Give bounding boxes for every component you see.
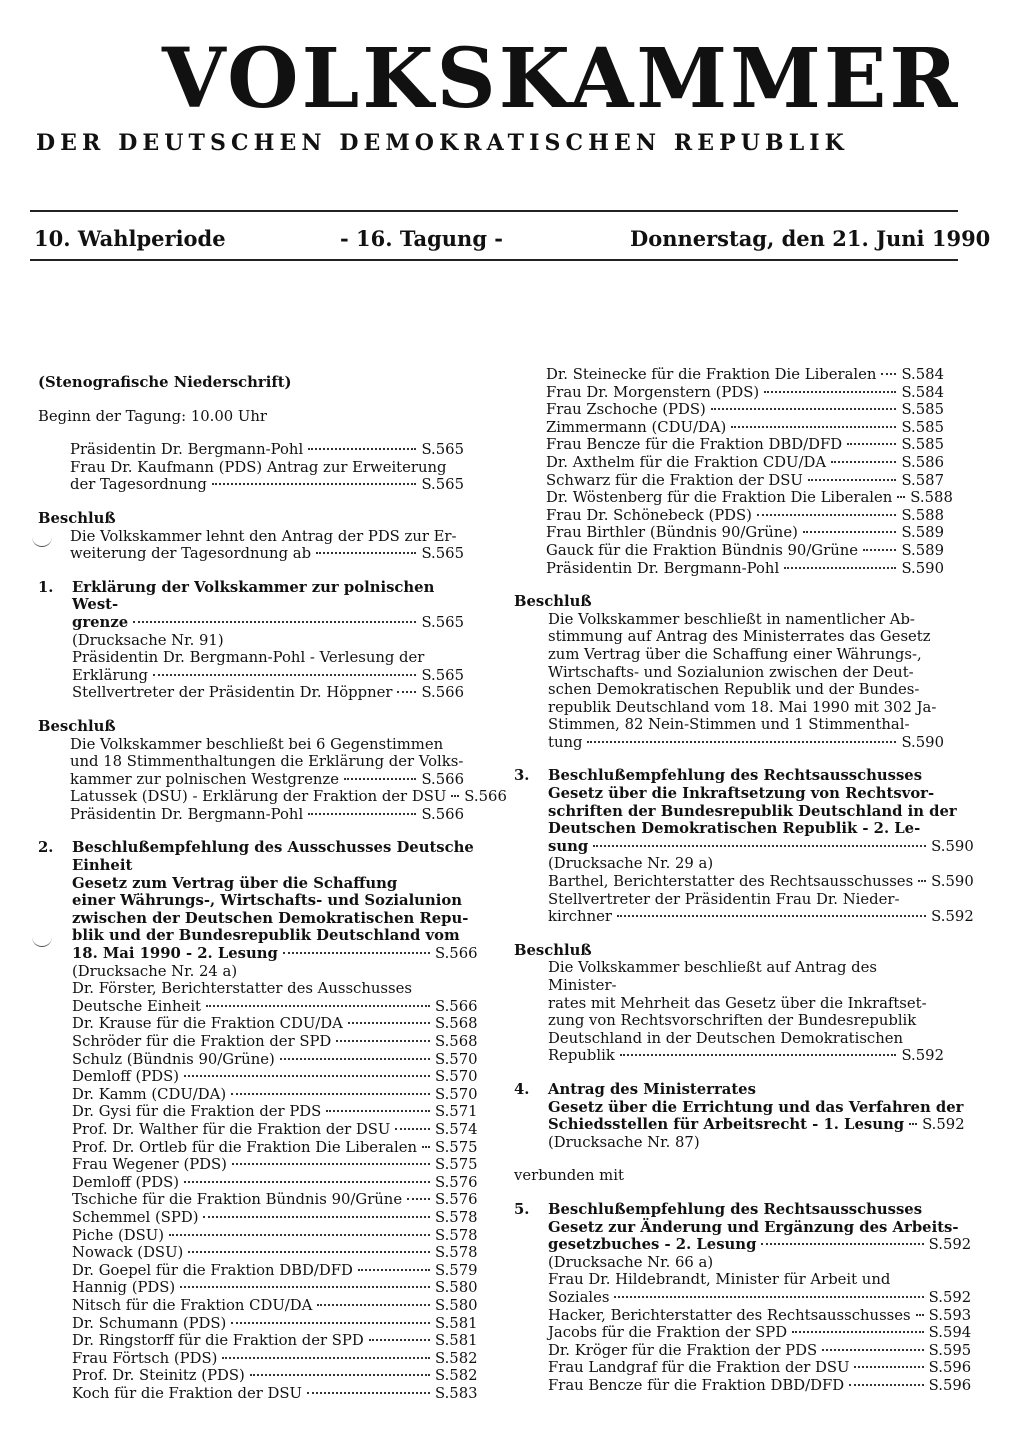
toc-entry: sung S.590 — [548, 837, 974, 855]
session-number: - 16. Tagung - — [340, 226, 504, 251]
resolution-text: zum Vertrag über die Schaffung einer Währungs-, — [548, 645, 922, 663]
toc-entry: Frau Dr. Schönebeck (PDS) S.588 — [546, 506, 944, 524]
printed-matter: (Drucksache Nr. 66 a) — [548, 1253, 714, 1271]
printed-matter: (Drucksache Nr. 29 a) — [548, 855, 714, 873]
toc-entry: weiterung der Tagesordnung ab S.565 — [70, 545, 464, 563]
toc-entry: Schemmel (SPD) S.578 — [72, 1208, 478, 1226]
agenda-item-title: Deutschen Demokratischen Republik - 2. Le- — [548, 820, 921, 838]
toc-entry: Republik S.592 — [548, 1047, 944, 1065]
toc-entry-text: Frau Dr. Hildebrandt, Minister für Arbeit und — [548, 1271, 891, 1289]
toc-entry: Frau Dr. Morgenstern (PDS) S.584 — [546, 383, 944, 401]
resolution-text: Stimmen, 82 Nein-Stimmen und 1 Stimmenthal- — [548, 716, 910, 734]
toc-entry: Dr. Kröger für die Fraktion der PDS S.595 — [548, 1341, 972, 1359]
toc-entry: Nowack (DSU) S.578 — [72, 1244, 478, 1262]
agenda-item-number: 3. — [514, 767, 530, 785]
toc-entry: 18. Mai 1990 - 2. Lesung S.566 — [72, 945, 478, 963]
toc-entry: Prof. Dr. Steinitz (PDS) S.582 — [72, 1367, 478, 1385]
toc-entry: Prof. Dr. Walther für die Fraktion der DSU S.574 — [72, 1120, 478, 1138]
session-start: Beginn der Tagung: 10.00 Uhr — [38, 407, 267, 425]
toc-entry: Dr. Gysi für die Fraktion der PDS S.571 — [72, 1103, 478, 1121]
toc-entry-text: Frau Dr. Kaufmann (PDS) Antrag zur Erweiterung — [70, 458, 447, 476]
toc-entry: Frau Bencze für die Fraktion DBD/DFD S.585 — [546, 436, 944, 454]
agenda-item-title: Beschlußempfehlung des Ausschusses Deutsche — [72, 839, 474, 857]
toc-left-column — [38, 360, 507, 1402]
toc-entry: Deutsche Einheit S.566 — [72, 997, 478, 1015]
agenda-item-title: Gesetz über die Inkraftsetzung von Rechtsvor- — [548, 785, 935, 803]
agenda-item-1 — [38, 579, 464, 702]
printed-matter: (Drucksache Nr. 87) — [548, 1133, 700, 1151]
toc-entry: Frau Förtsch (PDS) S.582 — [72, 1349, 478, 1367]
agenda-item-number: 5. — [514, 1200, 530, 1218]
toc-entry-text: Stellvertreter der Präsidentin Frau Dr. Nieder- — [548, 890, 900, 908]
toc-entry: Schiedsstellen für Arbeitsrecht - 1. Lesung S.592 — [548, 1116, 965, 1134]
agenda-item-title: Beschlußempfehlung des Rechtsausschusses — [548, 767, 923, 785]
agenda-item-2 — [38, 839, 478, 1402]
toc-entry: Frau Landgraf für die Fraktion der DSU S.596 — [548, 1359, 972, 1377]
toc-entry: Schulz (Bündnis 90/Grüne) S.570 — [72, 1050, 478, 1068]
toc-entry: Frau Birthler (Bündnis 90/Grüne) S.589 — [546, 524, 944, 542]
toc-entry: Präsidentin Dr. Bergmann-Pohl S.566 — [70, 805, 464, 823]
toc-entry: Barthel, Berichterstatter des Rechtsausschusses S.590 — [548, 873, 974, 891]
agenda-item-4 — [514, 1080, 965, 1151]
agenda-item-number: 2. — [38, 839, 54, 857]
toc-entry: Dr. Axthelm für die Fraktion CDU/DA S.586 — [546, 453, 944, 471]
toc-entry: Nitsch für die Fraktion CDU/DA S.580 — [72, 1296, 478, 1314]
toc-entry: grenze S.565 — [72, 613, 464, 631]
resolution-text: Wirtschafts- und Sozialunion zwischen der Deut- — [548, 663, 914, 681]
agenda-item-title: Gesetz über die Errichtung und das Verfahren der — [548, 1098, 964, 1116]
toc-entry: Demloff (PDS) S.576 — [72, 1173, 478, 1191]
speaker-list — [72, 1015, 478, 1402]
agenda-item-title: einer Währungs-, Wirtschafts- und Sozialunion — [72, 892, 462, 910]
resolution-heading: Beschluß — [514, 593, 592, 611]
toc-entry: Piche (DSU) S.578 — [72, 1226, 478, 1244]
session-date: Donnerstag, den 21. Juni 1990 — [630, 226, 991, 251]
resolution-text: Die Volkskammer beschließt bei 6 Gegenstimmen — [70, 735, 444, 753]
header-rule-bottom — [30, 259, 958, 261]
toc-entry: Dr. Schumann (PDS) S.581 — [72, 1314, 478, 1332]
agenda-item-number: 1. — [38, 578, 54, 596]
toc-entry: Soziales S.592 — [548, 1288, 972, 1306]
agenda-item-title: schriften der Bundesrepublik Deutschland in der — [548, 802, 957, 820]
publication-title: VOLKSKAMMER — [162, 31, 961, 127]
toc-entry: Dr. Goepel für die Fraktion DBD/DFD S.579 — [72, 1261, 478, 1279]
toc-entry-text: Dr. Förster, Berichterstatter des Ausschusses — [72, 980, 412, 998]
resolution-text: und 18 Stimmenthaltungen die Erklärung der Volks- — [70, 753, 464, 771]
toc-entry: Latussek (DSU) - Erklärung der Fraktion der DSU S.566 — [70, 788, 507, 806]
resolution-text: Die Volkskammer lehnt den Antrag der PDS zur Er- — [70, 527, 457, 545]
toc-entry: Zimmermann (CDU/DA) S.585 — [546, 418, 944, 436]
agenda-item-title: Gesetz zur Änderung und Ergänzung des Arbeits- — [548, 1218, 959, 1236]
toc-entry: Dr. Wöstenberg für die Fraktion Die Liberalen S.588 — [546, 489, 953, 507]
printed-matter: (Drucksache Nr. 91) — [72, 631, 224, 649]
resolution-text: Die Volkskammer beschließt in namentlicher Ab- — [548, 610, 915, 628]
toc-entry: Jacobs für die Fraktion der SPD S.594 — [548, 1324, 972, 1342]
agenda-item-title: Beschlußempfehlung des Rechtsausschusses — [548, 1200, 923, 1218]
resolution-text: schen Demokratischen Republik und der Bundes- — [548, 681, 920, 699]
speaker-list — [548, 1307, 971, 1395]
agenda-item-title: Einheit — [72, 857, 133, 875]
toc-entry: Demloff (PDS) S.570 — [72, 1068, 478, 1086]
resolution-text: republik Deutschland vom 18. Mai 1990 mit 302 Ja- — [548, 698, 937, 716]
resolution-text: zung von Rechtsvorschriften der Bundesrepublik — [548, 1012, 917, 1030]
toc-entry: kammer zur polnischen Westgrenze S.566 — [70, 770, 464, 788]
toc-entry: Tschiche für die Fraktion Bündnis 90/Grüne S.576 — [72, 1191, 478, 1209]
toc-entry: Erklärung S.565 — [72, 666, 464, 684]
toc-entry: Frau Zschoche (PDS) S.585 — [546, 401, 944, 419]
resolution-text: stimmung auf Antrag des Ministerrates das Gesetz — [548, 628, 931, 646]
toc-entry: Frau Wegener (PDS) S.575 — [72, 1156, 478, 1174]
toc-right-column — [514, 366, 974, 1394]
printed-matter: (Drucksache Nr. 24 a) — [72, 962, 238, 980]
agenda-item-title: blik und der Bundesrepublik Deutschland vom — [72, 927, 460, 945]
toc-entry: Schröder für die Fraktion der SPD S.568 — [72, 1033, 478, 1050]
resolution-heading: Beschluß — [38, 717, 116, 735]
resolution-heading: Beschluß — [514, 941, 592, 959]
agenda-item-5 — [514, 1200, 972, 1395]
toc-entry-text: Präsidentin Dr. Bergmann-Pohl - Verlesung der — [72, 649, 425, 667]
toc-entry: Hacker, Berichterstatter des Rechtsausschusses S.593 — [548, 1306, 972, 1324]
resolution-text: Deutschland in der Deutschen Demokratischen — [548, 1029, 904, 1047]
toc-entry: Schwarz für die Fraktion der DSU S.587 — [546, 471, 944, 489]
header-rule-top — [30, 210, 958, 212]
electoral-period: 10. Wahlperiode — [34, 226, 226, 251]
toc-entry: Frau Bencze für die Fraktion DBD/DFD S.596 — [548, 1376, 972, 1394]
agenda-item-title: Erklärung der Volkskammer zur polnischen West- — [72, 578, 435, 614]
agenda-item-title: zwischen der Deutschen Demokratischen Repu- — [72, 909, 469, 927]
publication-subtitle: DER DEUTSCHEN DEMOKRATISCHEN REPUBLIK — [36, 130, 849, 156]
toc-entry: der Tagesordnung S.565 — [70, 476, 464, 494]
toc-entry: gesetzbuches - 2. Lesung S.592 — [548, 1236, 972, 1254]
agenda-item-title: Gesetz zum Vertrag über die Schaffung — [72, 874, 398, 892]
toc-entry: Koch für die Fraktion der DSU S.583 — [72, 1384, 478, 1402]
toc-entry: Dr. Steinecke für die Fraktion Die Liberalen S.584 — [546, 366, 944, 383]
record-type: (Stenografische Niederschrift) — [38, 374, 292, 391]
agenda-item-number: 4. — [514, 1080, 530, 1098]
toc-entry: Dr. Krause für die Fraktion CDU/DA S.568 — [72, 1015, 478, 1033]
toc-entry: kirchner S.592 — [548, 908, 974, 926]
toc-entry: Präsidentin Dr. Bergmann-Pohl S.590 — [546, 559, 944, 577]
agenda-item-title: Antrag des Ministerrates — [548, 1080, 756, 1098]
toc-entry: Dr. Kamm (CDU/DA) S.570 — [72, 1085, 478, 1103]
speaker-list — [514, 366, 953, 577]
toc-entry: Dr. Ringstorff für die Fraktion der SPD S.581 — [72, 1332, 478, 1350]
toc-entry: Prof. Dr. Ortleb für die Fraktion Die Liberalen S.575 — [72, 1138, 478, 1156]
toc-entry: Gauck für die Fraktion Bündnis 90/Grüne S.589 — [546, 541, 944, 559]
toc-entry: tung S.590 — [548, 733, 944, 751]
toc-entry: Präsidentin Dr. Bergmann-Pohl S.565 — [70, 441, 464, 459]
toc-entry: Hannig (PDS) S.580 — [72, 1279, 478, 1297]
combined-with-label: verbunden mit — [514, 1167, 624, 1185]
resolution-text: rates mit Mehrheit das Gesetz über die Inkraftset- — [548, 994, 927, 1012]
agenda-item-3 — [514, 767, 974, 926]
resolution-heading: Beschluß — [38, 509, 116, 527]
resolution-text: Die Volkskammer beschließt auf Antrag des Minister- — [548, 959, 877, 994]
toc-entry: Stellvertreter der Präsidentin Dr. Höppner S.566 — [72, 684, 464, 702]
